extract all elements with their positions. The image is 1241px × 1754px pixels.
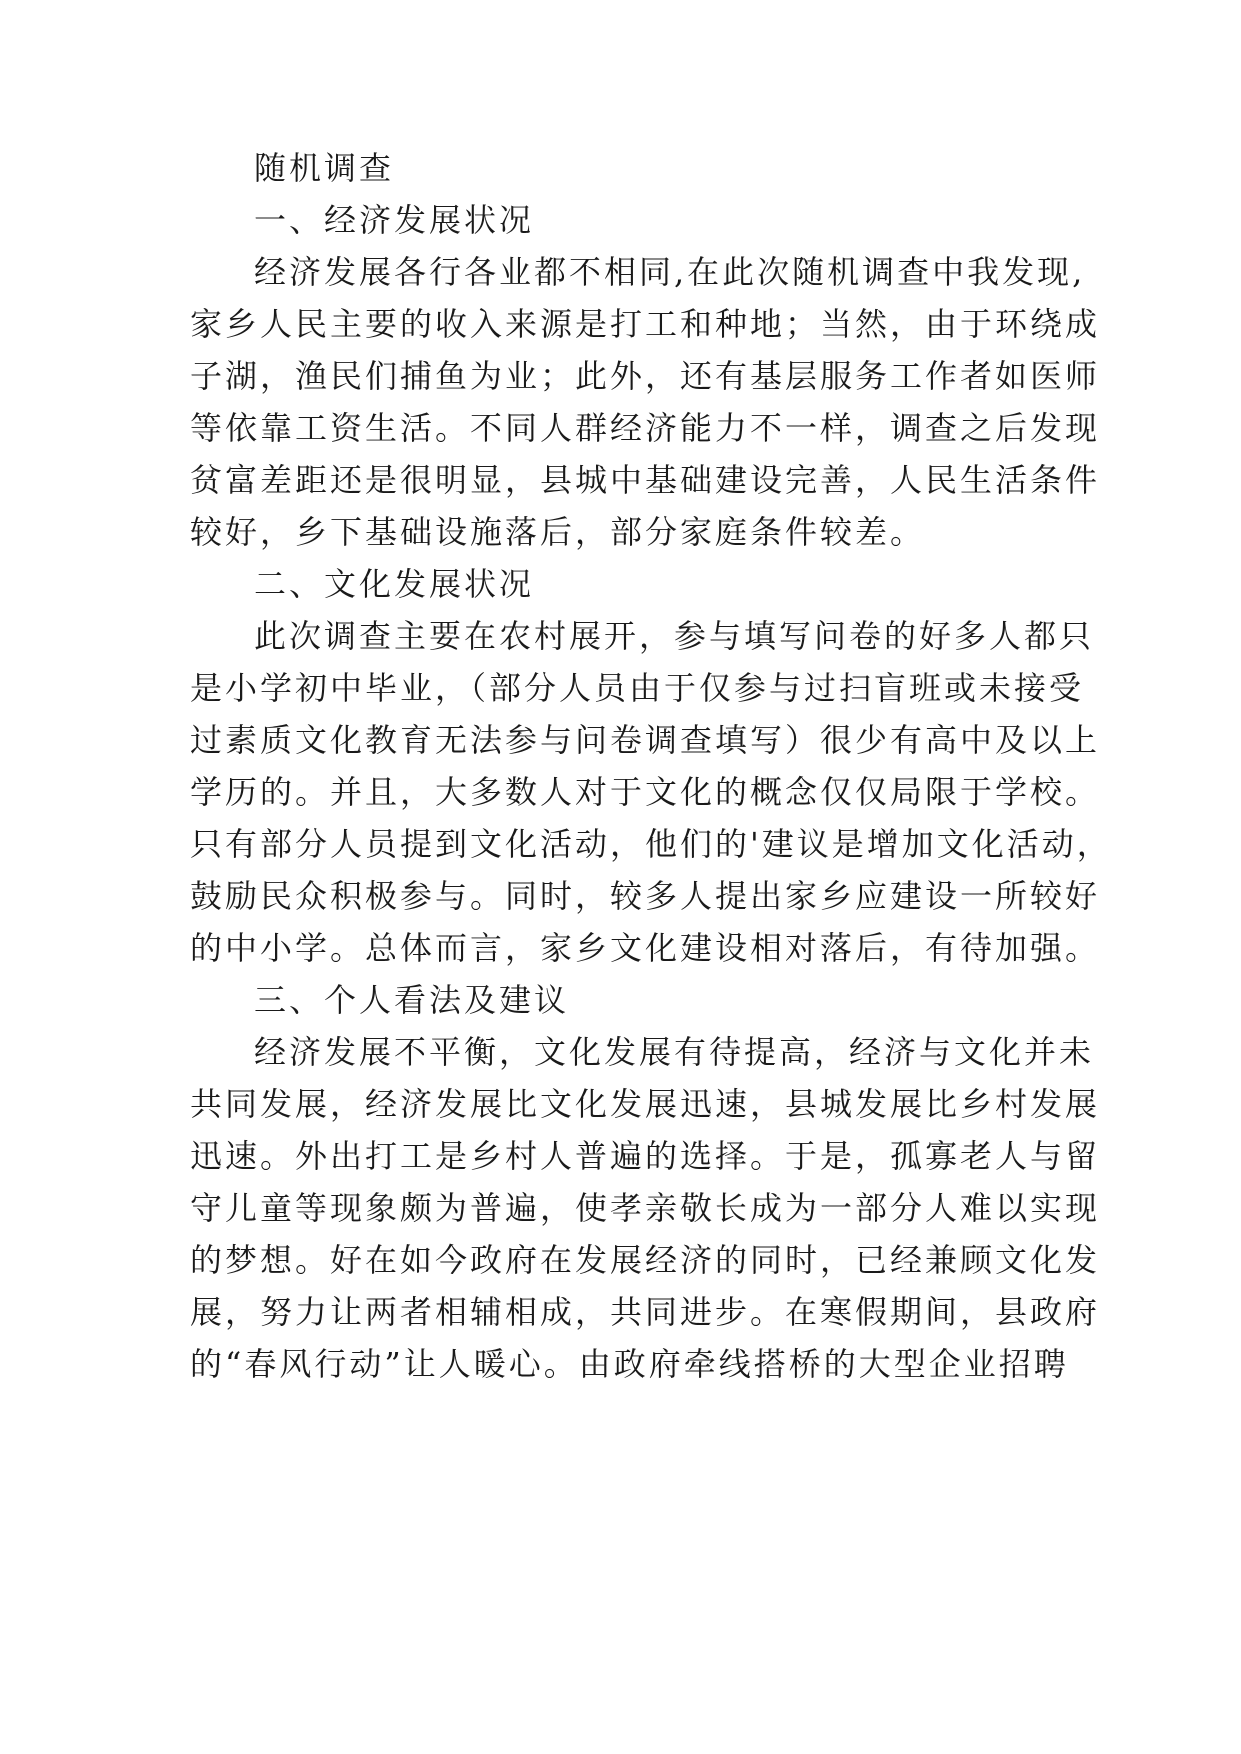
- paragraph-line: 此次调查主要在农村展开，参与填写问卷的好多人都只: [254, 617, 1095, 655]
- section-heading-economy: 一、经济发展状况: [254, 201, 535, 239]
- paragraph-line: 守儿童等现象颇为普遍，使孝亲敬长成为一部分人难以实现: [190, 1189, 1101, 1227]
- paragraph-line: 只有部分人员提到文化活动，他们的'建议是增加文化活动，: [190, 825, 1112, 863]
- paragraph-line: 的中小学。总体而言，家乡文化建设相对落后，有待加强。: [190, 929, 1101, 967]
- paragraph-line: 家乡人民主要的收入来源是打工和种地；当然，由于环绕成: [190, 305, 1101, 343]
- paragraph-line: 经济发展不平衡，文化发展有待提高，经济与文化并未: [254, 1033, 1095, 1071]
- paragraph-line: 较好，乡下基础设施落后，部分家庭条件较差。: [190, 513, 926, 551]
- paragraph-line: 学历的。并且，大多数人对于文化的概念仅仅局限于学校。: [190, 773, 1101, 811]
- paragraph-line: 经济发展各行各业都不相同,在此次随机调查中我发现,: [254, 253, 1086, 291]
- paragraph-line: 迅速。外出打工是乡村人普遍的选择。于是，孤寡老人与留: [190, 1137, 1101, 1175]
- paragraph-line: 鼓励民众积极参与。同时，较多人提出家乡应建设一所较好: [190, 877, 1101, 915]
- paragraph-line: 等依靠工资生活。不同人群经济能力不一样，调查之后发现: [190, 409, 1101, 447]
- paragraph-line: 是小学初中毕业，（部分人员由于仅参与过扫盲班或未接受: [190, 669, 1085, 707]
- paragraph-line: 子湖，渔民们捕鱼为业；此外，还有基层服务工作者如医师: [190, 357, 1101, 395]
- paragraph-line: 展，努力让两者相辅相成，共同进步。在寒假期间，县政府: [190, 1293, 1101, 1331]
- document-title: 随机调查: [254, 149, 395, 187]
- section-heading-opinions: 三、个人看法及建议: [254, 981, 570, 1019]
- paragraph-line: 的梦想。好在如今政府在发展经济的同时，已经兼顾文化发: [190, 1241, 1101, 1279]
- section-heading-culture: 二、文化发展状况: [254, 565, 535, 603]
- paragraph-line: 过素质文化教育无法参与问卷调查填写）很少有高中及以上: [190, 721, 1101, 759]
- paragraph-line: 贫富差距还是很明显，县城中基础建设完善，人民生活条件: [190, 461, 1101, 499]
- paragraph-line: 的“春风行动”让人暖心。由政府牵线搭桥的大型企业招聘: [190, 1345, 1069, 1383]
- paragraph-line: 共同发展，经济发展比文化发展迅速，县城发展比乡村发展: [190, 1085, 1101, 1123]
